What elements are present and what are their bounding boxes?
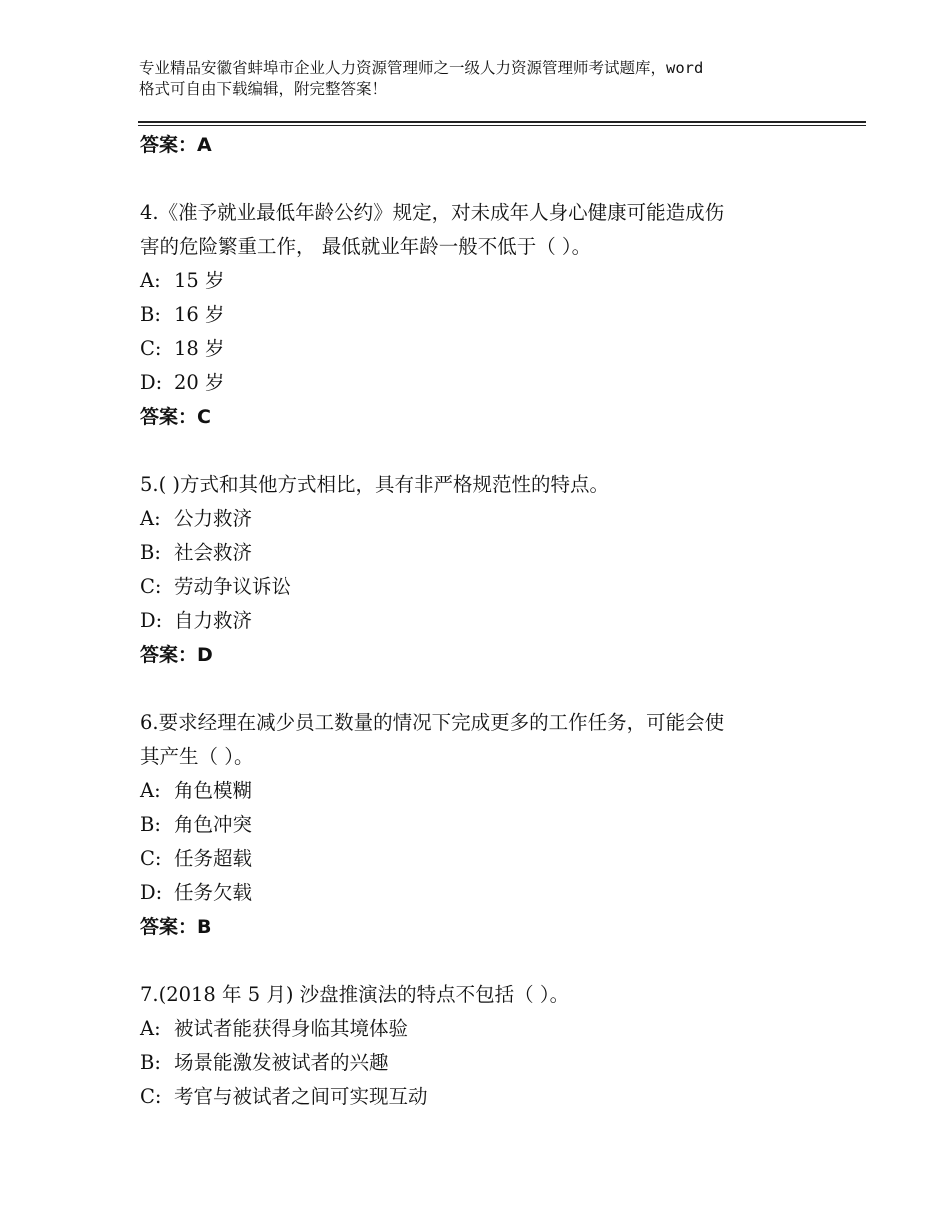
question-4 [140, 196, 840, 434]
question-5-option-b: B: 社会救济 [140, 541, 253, 564]
question-6-option-d: D: 任务欠载 [140, 881, 253, 904]
question-7-option-b: B: 场景能激发被试者的兴趣 [140, 1051, 389, 1074]
question-6-line-2: 其产生（ ）。 [140, 745, 254, 768]
question-5-answer: 答案：D [140, 644, 213, 666]
question-6-answer: 答案：B [140, 916, 212, 938]
answer-3: 答案：A [140, 134, 212, 156]
question-4-option-b: B: 16 岁 [140, 303, 225, 326]
question-7-option-a: A: 被试者能获得身临其境体验 [140, 1017, 409, 1040]
question-5-option-c: C: 劳动争议诉讼 [140, 575, 292, 598]
question-6 [140, 706, 840, 944]
header-rule-thin [138, 125, 866, 126]
header-title-line-1: 专业精品安徽省蚌埠市企业人力资源管理师之一级人力资源管理师考试题库，word [139, 59, 704, 77]
spacer [140, 434, 840, 468]
header-title-line-2: 格式可自由下载编辑，附完整答案！ [139, 80, 388, 98]
spacer [140, 162, 840, 196]
question-5-option-d: D: 自力救济 [140, 609, 253, 632]
question-7-line-1: 7.(2018 年 5 月) 沙盘推演法的特点不包括（ ）。 [140, 983, 570, 1006]
header-rule-thick [138, 121, 866, 123]
question-4-line-1: 4.《准予就业最低年龄公约》规定，对未成年人身心健康可能造成伤 [140, 201, 725, 224]
question-6-option-a: A: 角色模糊 [140, 779, 253, 802]
question-4-text [140, 196, 840, 264]
question-4-line-2: 害的危险繁重工作， 最低就业年龄一般不低于（ ）。 [140, 235, 592, 258]
question-4-option-c: C: 18 岁 [140, 337, 225, 360]
page-header [139, 58, 829, 100]
question-5-line-1: 5.( )方式和其他方式相比，具有非严格规范性的特点。 [140, 473, 610, 496]
question-7 [140, 978, 840, 1114]
question-6-option-c: C: 任务超载 [140, 847, 253, 870]
question-6-line-1: 6.要求经理在减少员工数量的情况下完成更多的工作任务，可能会使 [140, 711, 725, 734]
question-list [140, 128, 840, 1114]
question-4-option-a: A: 15 岁 [140, 269, 225, 292]
question-4-option-d: D: 20 岁 [140, 371, 225, 394]
spacer [140, 672, 840, 706]
question-4-answer: 答案：C [140, 406, 211, 428]
question-5-text [140, 468, 840, 502]
question-6-option-b: B: 角色冲突 [140, 813, 253, 836]
question-6-text [140, 706, 840, 774]
question-5-option-a: A: 公力救济 [140, 507, 253, 530]
question-7-text [140, 978, 840, 1012]
spacer [140, 944, 840, 978]
question-7-option-c: C: 考官与被试者之间可实现互动 [140, 1085, 428, 1108]
question-5 [140, 468, 840, 672]
